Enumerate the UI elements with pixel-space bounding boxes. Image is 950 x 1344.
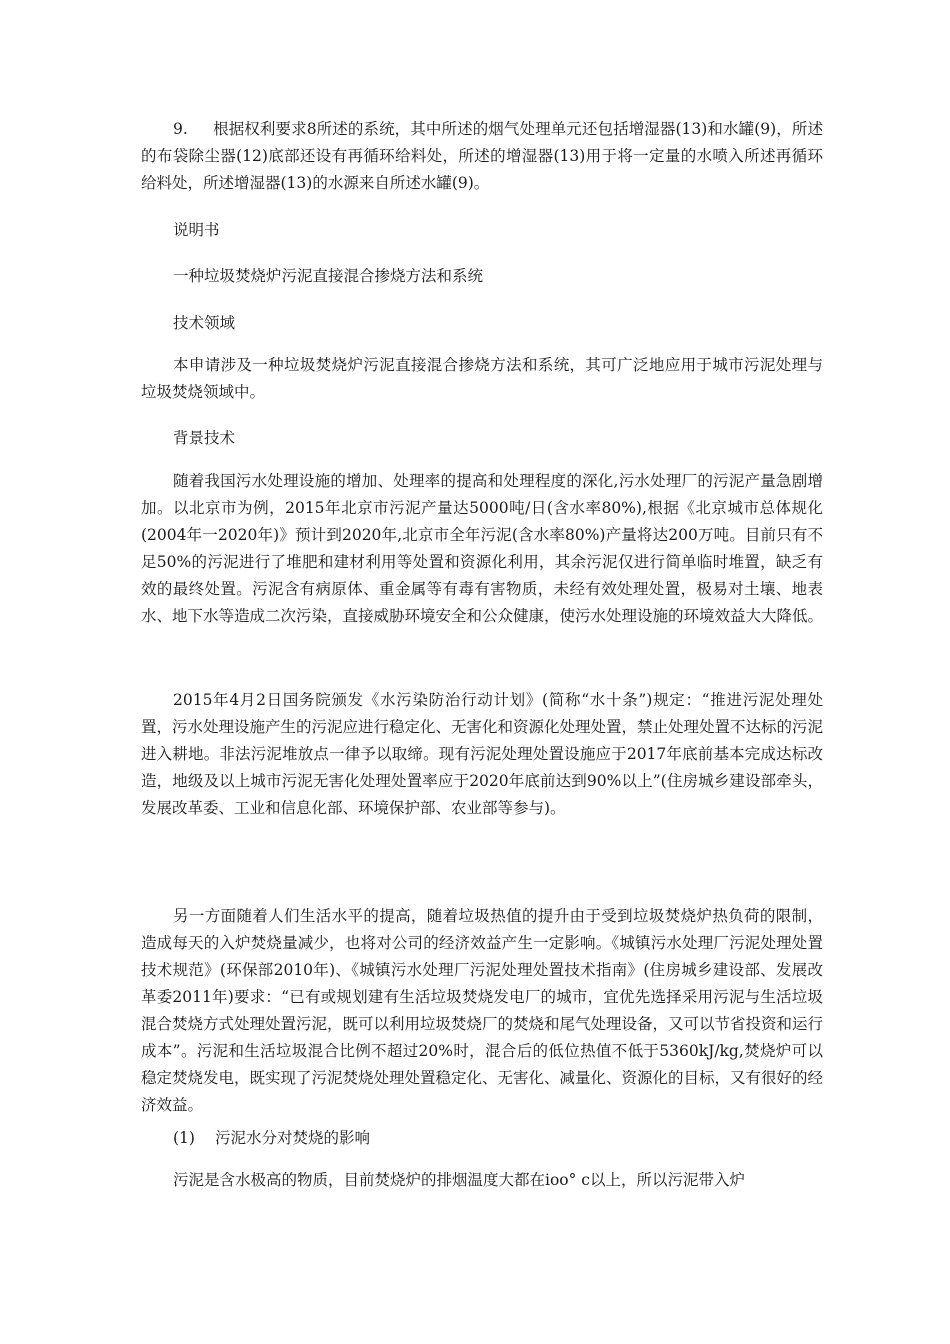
background-paragraph-3: 另一方面随着人们生活水平的提高，随着垃圾热值的提升由于受到垃圾焚烧炉热负荷的限制，造成每天的入炉焚烧量减少，也将对公司的经济效益产生一定影响。《城镇污水处理厂污泥处理处置技术规范》(环保部2010年)、《城镇污水处理厂污泥处理处置技术指南》(住房城乡建设部、发展改革委2011年)要求：“已有或规划建有生活垃圾焚烧发电厂的城市，宜优先选择采用污泥与生活垃圾混合焚烧方式处理处置污泥，既可以利用垃圾焚烧厂的焚烧和尾气处理设备，又可以节省投资和运行成本”。污泥和生活垃圾混合比例不超过20%时，混合后的低位热值不低于5360kJ/kg,焚烧炉可以稳定焚烧发电，既实现了污泥焚烧处理处置稳定化、无害化、减量化、资源化的目标，又有很好的经济效益。 bbox=[141, 907, 824, 1114]
technical-field-heading: 技术领域 bbox=[173, 314, 236, 332]
document-title: 一种垃圾焚烧炉污泥直接混合掺烧方法和系统 bbox=[173, 267, 484, 285]
claim-9 bbox=[141, 116, 823, 197]
sludge-moisture-paragraph: 污泥是含水极高的物质，目前焚烧炉的排烟温度大都在ioo° c以上，所以污泥带入炉 bbox=[173, 1171, 745, 1189]
section-number: (1) bbox=[173, 1129, 195, 1147]
section-heading-1 bbox=[173, 1125, 370, 1152]
background-paragraph-2: 2015年4月2日国务院颁发《水污染防治行动计划》(简称“水十条”)规定：“推进污泥处理处置，污水处理设施产生的污泥应进行稳定化、无害化和资源化处理处置，禁止处理处置不达标的污泥进入耕地。非法污泥堆放点一律予以取缔。现有污泥处理处置设施应于2017年底前基本完成达标改造，地级及以上城市污泥无害化处理处置率应于2020年底前达到90%以上”(住房城乡建设部牵头，发展改革委、工业和信息化部、环境保护部、农业部等参与)。 bbox=[141, 691, 824, 817]
background-heading: 背景技术 bbox=[173, 429, 236, 447]
background-paragraph-1: 随着我国污水处理设施的增加、处理率的提高和处理程度的深化,污水处理厂的污泥产量急剧增加。以北京市为例，2015年北京市污泥产量达5000吨/日(含水率80%),根据《北京城市总体规化(2004年一2020年)》预计到2020年,北京市全年污泥(含水率80%)产量将达200万吨。目前只有不足50%的污泥进行了堆肥和建材利用等处置和资源化利用，其余污泥仅进行简单临时堆置，缺乏有效的最终处置。污泥含有病原体、重金属等有毒有害物质，未经有效处理处置，极易对土壤、地表水、地下水等造成二次污染，直接威胁环境安全和公众健康，使污水处理设施的环境效益大大降低。 bbox=[141, 472, 824, 625]
claim-text: 根据权利要求8所述的系统，其中所述的烟气处理单元还包括增湿器(13)和水罐(9)，所述的布袋除尘器(12)底部还设有再循环给料处，所述的增湿器(13)用于将一定量的水喷入所述再循环给料处，所述增湿器(13)的水源来自所述水罐(9)。 bbox=[141, 120, 823, 192]
section-title: 污泥水分对焚烧的影响 bbox=[215, 1129, 371, 1147]
description-heading: 说明书 bbox=[173, 221, 220, 239]
technical-field-paragraph: 本申请涉及一种垃圾焚烧炉污泥直接混合掺烧方法和系统，其可广泛地应用于城市污泥处理与垃圾焚烧领域中。 bbox=[141, 356, 823, 401]
claim-number: 9. bbox=[173, 120, 188, 138]
